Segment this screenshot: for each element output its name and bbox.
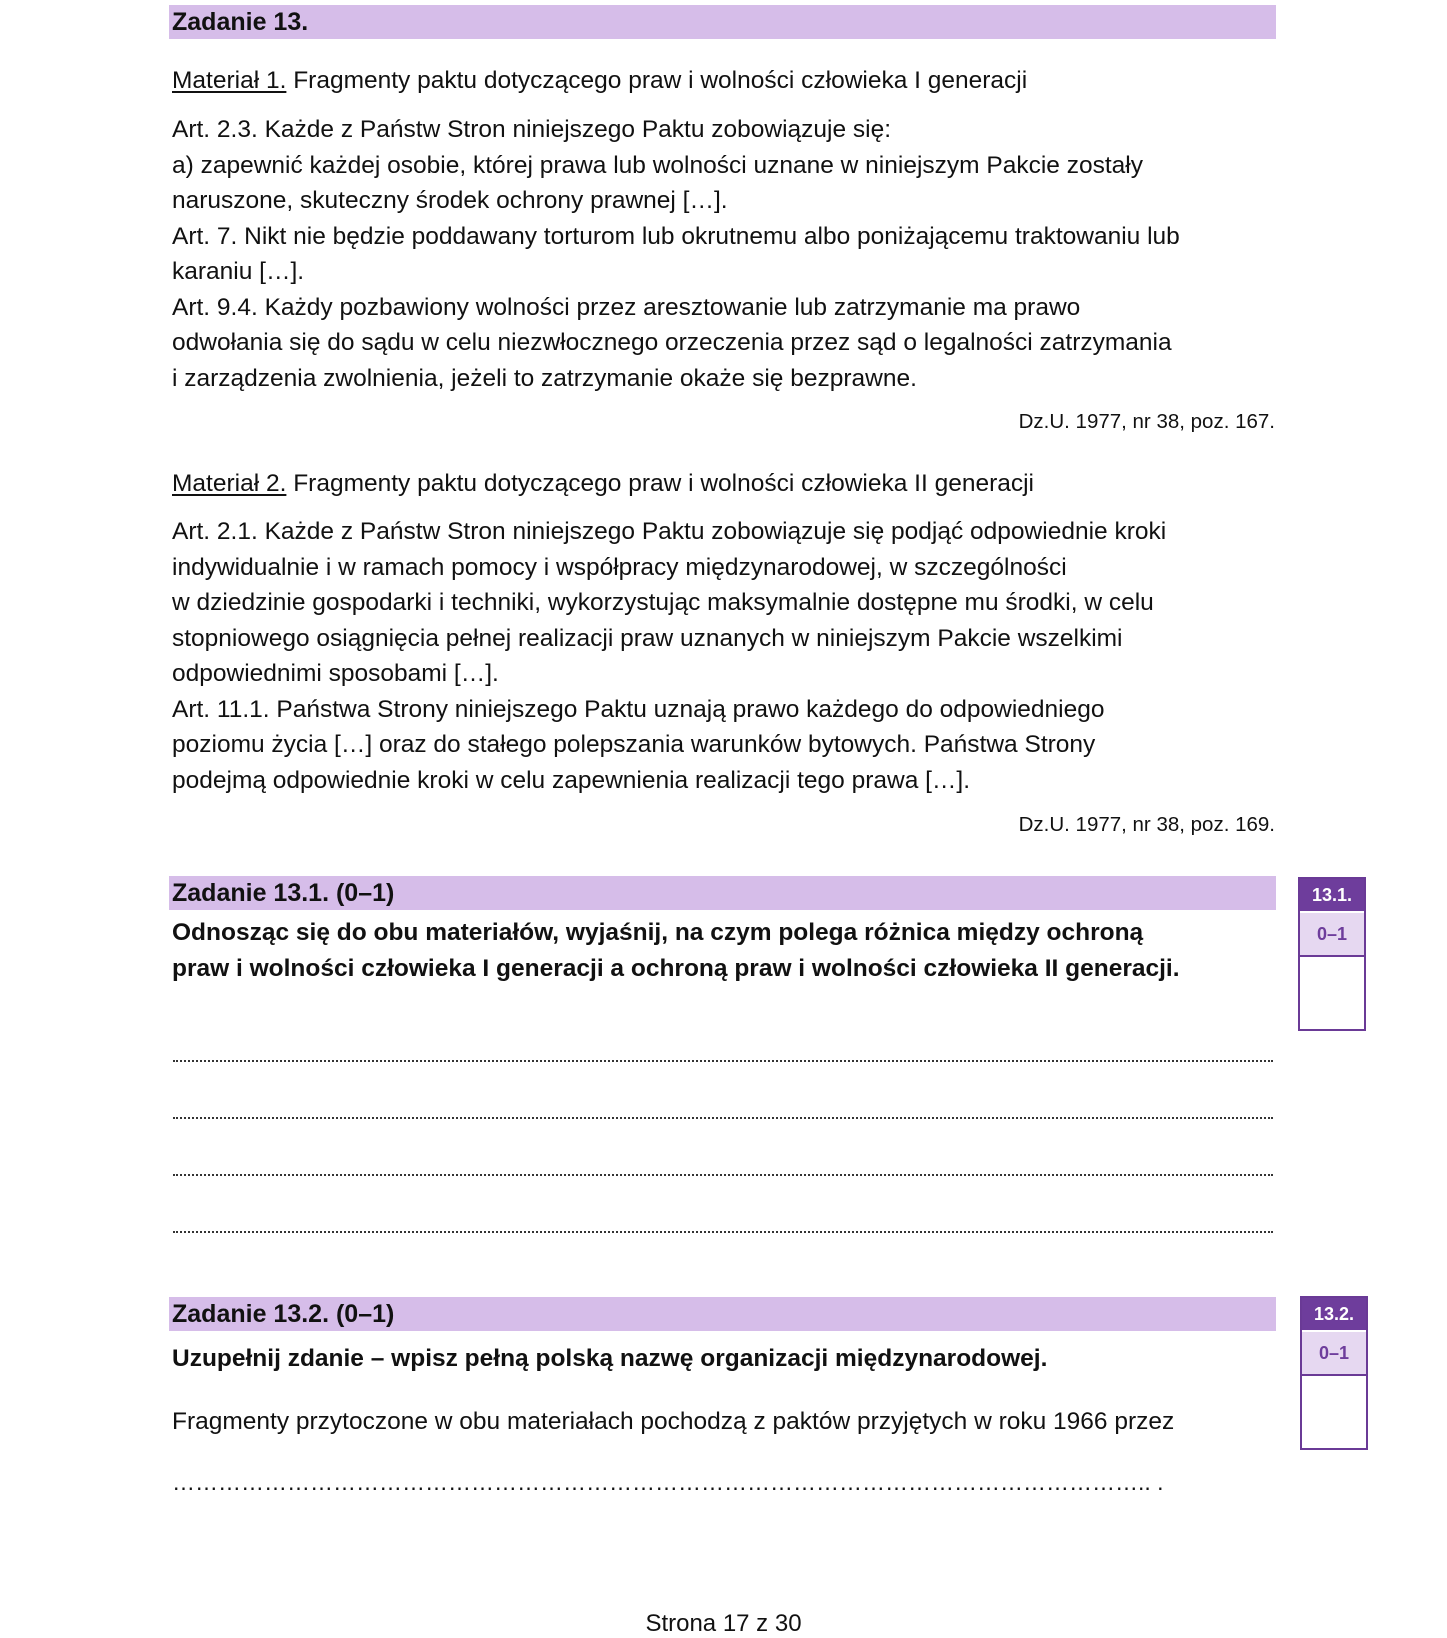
material-1-title: Fragmenty paktu dotyczącego praw i wolności człowieka I generacji [286,67,1028,94]
score-box-label: 13.1. [1300,879,1364,911]
answer-line[interactable] [173,1107,1273,1119]
answer-line[interactable] [173,1164,1273,1176]
task-13-1-instruction [172,915,1282,986]
answer-line[interactable] [173,1050,1273,1062]
material-2-source: Dz.U. 1977, nr 38, poz. 169. [1018,813,1275,836]
material-2-title: Fragmenty paktu dotyczącego praw i wolności człowieka II generacji [286,470,1034,497]
score-box-range: 0–1 [1300,911,1364,957]
material-2-text [172,514,1282,798]
task-13-2-answer-line[interactable]: ……………………………………………………………………………………………………………….. . [172,1469,1164,1495]
score-box-13-2 [1300,1296,1368,1450]
task-13-1-title: Zadanie 13.1. (0–1) [172,879,395,907]
page-number: Strona 17 z 30 [645,1610,802,1637]
material-1-heading [172,63,1282,99]
score-box-input[interactable] [1302,1376,1366,1448]
task-13-2-sentence: Fragmenty przytoczone w obu materiałach pochodzą z paktów przyjętych w roku 1966 przez [172,1408,1175,1435]
task-13-2-header-bar [169,1297,1276,1331]
material-1-line: Art. 2.3. Każde z Państw Stron niniejszego Paktu zobowiązuje się: [172,116,892,143]
material-1-line: i zarządzenia zwolnienia, jeżeli to zatrzymanie okaże się bezprawne. [172,364,917,392]
material-1-line: a) zapewnić każdej osobie, której prawa lub wolności uznane w niniejszym Pakcie zostały [172,151,1143,179]
material-2-heading [172,466,1282,502]
task-13-1-instruction-line: Odnosząc się do obu materiałów, wyjaśnij, na czym polega różnica między ochroną [172,919,1144,946]
material-1-label: Materiał 1. [172,67,287,94]
task-13-1-header-bar [169,876,1276,910]
material-2-line: stopniowego osiągnięcia pełnej realizacji praw uznanych w niniejszym Pakcie wszelkimi [172,624,1123,652]
task-header-bar [169,5,1276,39]
material-2-line: odpowiednimi sposobami […]. [172,660,499,687]
score-box-range: 0–1 [1302,1330,1366,1376]
task-13-2-title: Zadanie 13.2. (0–1) [172,1300,395,1328]
material-2-label: Materiał 2. [172,470,287,497]
answer-line[interactable] [173,1221,1273,1233]
task-title: Zadanie 13. [172,8,309,36]
material-1-source: Dz.U. 1977, nr 38, poz. 167. [1018,410,1275,433]
score-box-13-1 [1298,877,1366,1031]
score-box-input[interactable] [1300,957,1364,1029]
task-13-2-instruction: Uzupełnij zdanie – wpisz pełną polską nazwę organizacji międzynarodowej. [172,1345,1048,1372]
material-1-line: Art. 7. Nikt nie będzie poddawany torturom lub okrutnemu albo poniżającemu traktowaniu lub [172,222,1180,250]
material-2-line: podejmą odpowiednie kroki w celu zapewnienia realizacji tego prawa […]. [172,766,971,794]
material-2-line: w dziedzinie gospodarki i techniki, wykorzystując maksymalnie dostępne mu środki, w celu [172,589,1154,616]
material-2-line: poziomu życia […] oraz do stałego polepszania warunków bytowych. Państwa Strony [172,731,1096,758]
score-box-label: 13.2. [1302,1298,1366,1330]
material-1-line: odwołania się do sądu w celu niezwłocznego orzeczenia przez sąd o legalności zatrzymania [172,329,1172,356]
material-1-line: karaniu […]. [172,258,305,285]
task-13-1-instruction-line: praw i wolności człowieka I generacji a ochroną praw i wolności człowieka II generacji. [172,954,1180,982]
material-2-line: Art. 11.1. Państwa Strony niniejszego Paktu uznają prawo każdego do odpowiedniego [172,695,1105,723]
material-1-line: Art. 9.4. Każdy pozbawiony wolności przez aresztowanie lub zatrzymanie ma prawo [172,293,1081,321]
material-2-line: Art. 2.1. Każde z Państw Stron niniejszego Paktu zobowiązuje się podjąć odpowiednie kroki [172,518,1167,545]
material-1-text [172,112,1282,396]
material-1-line: naruszone, skuteczny środek ochrony prawnej […]. [172,187,728,214]
material-2-line: indywidualnie i w ramach pomocy i współpracy międzynarodowej, w szczególności [172,553,1067,581]
